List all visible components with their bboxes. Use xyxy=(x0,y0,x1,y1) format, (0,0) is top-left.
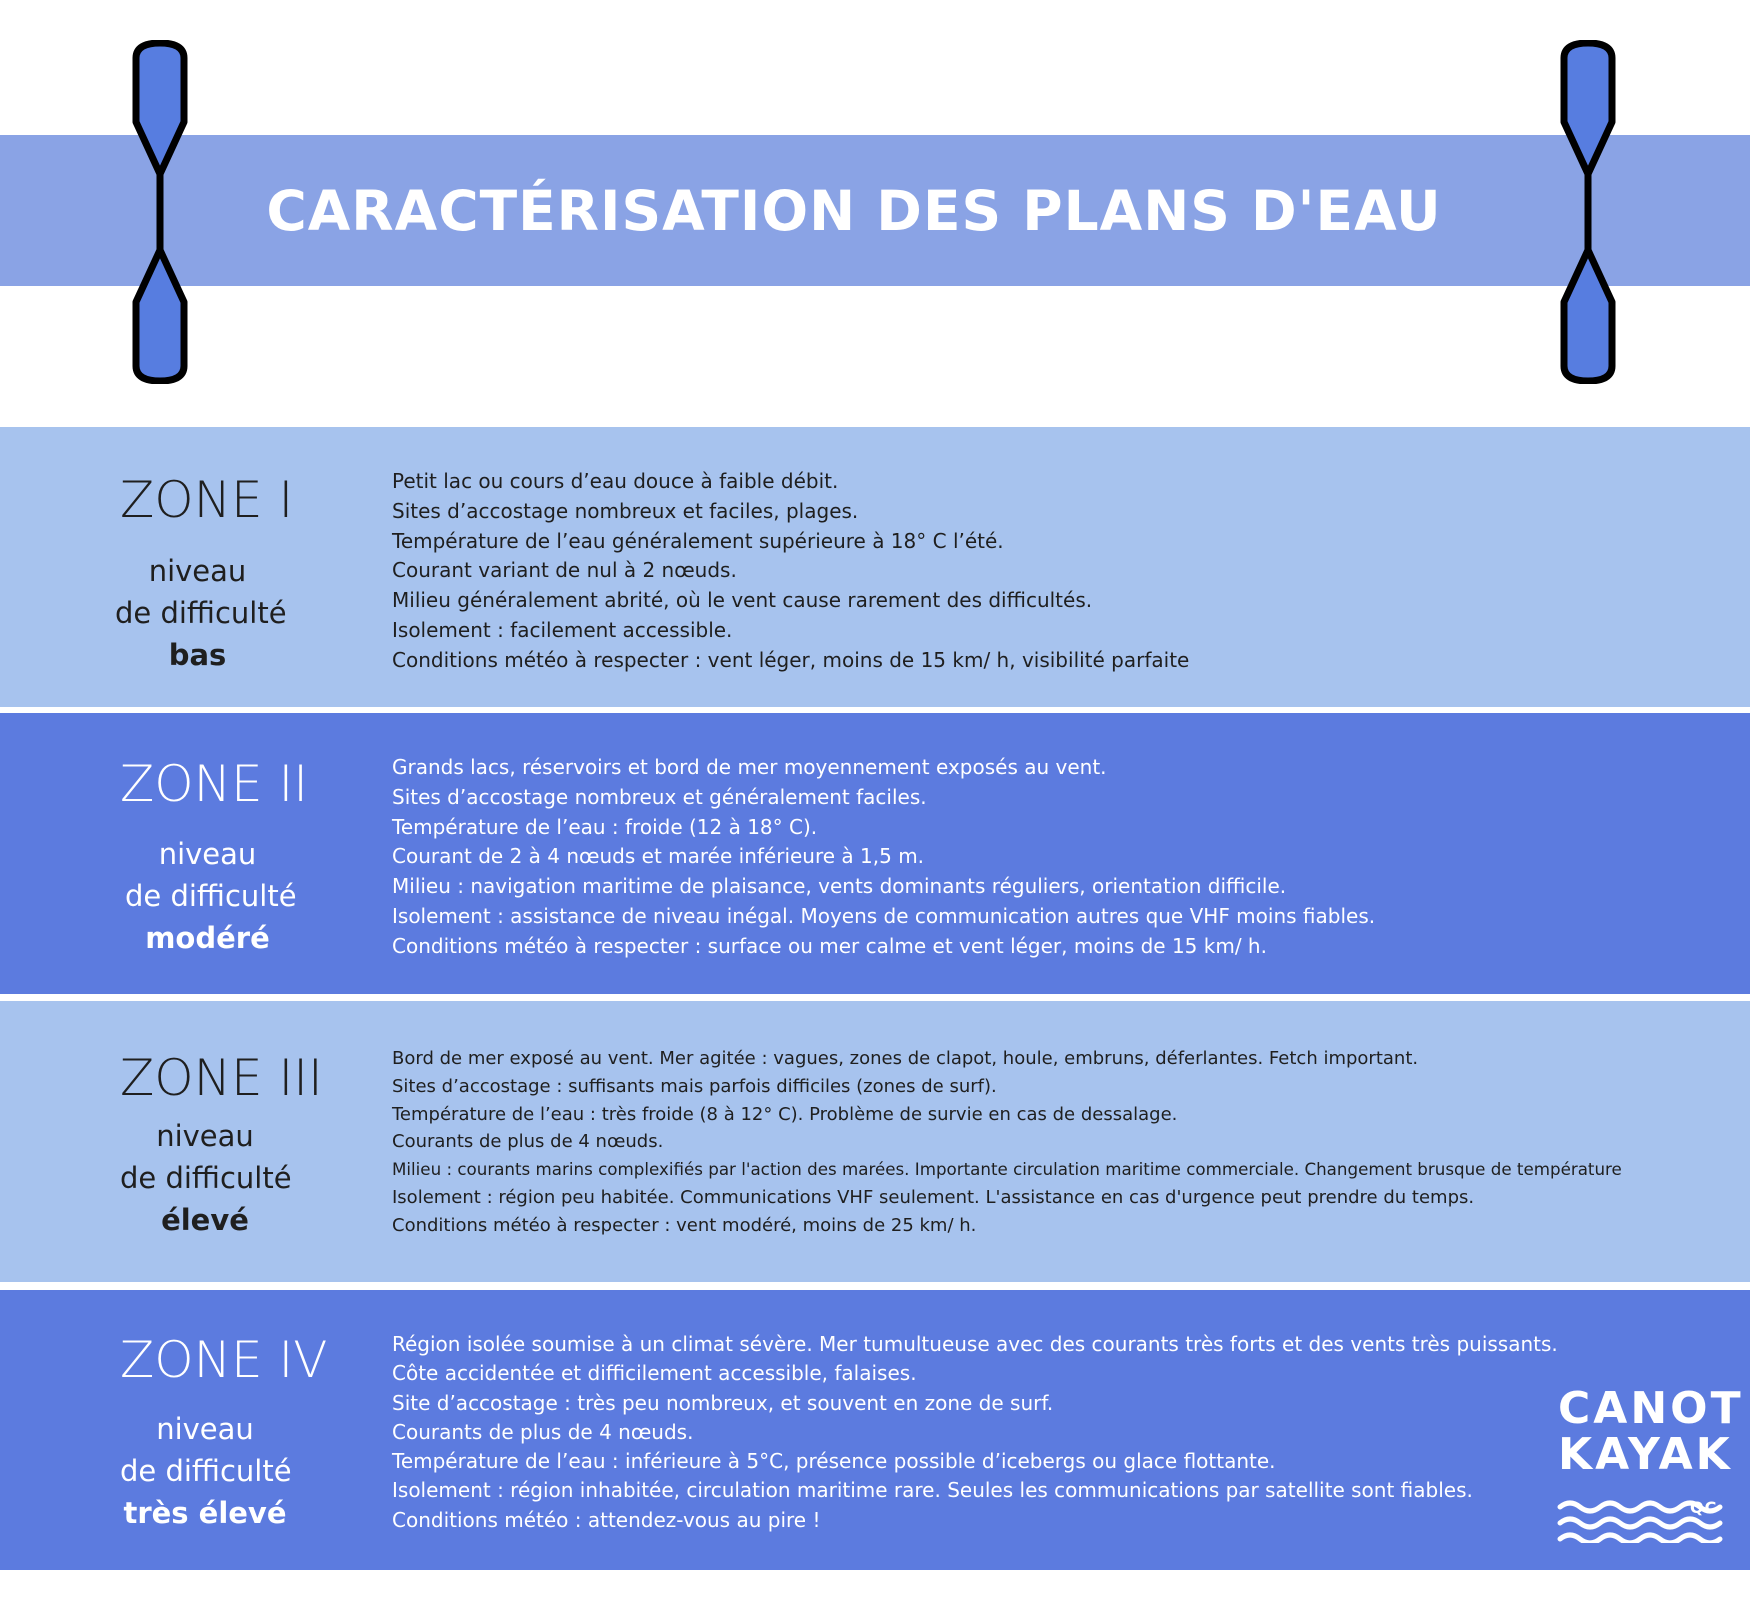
difficulty-value: modéré xyxy=(145,921,270,955)
zone-4-panel xyxy=(0,1290,1750,1570)
zone-description xyxy=(392,467,1189,676)
description-line: Isolement : région inhabitée, circulation maritime rare. Seules les communications par satellite sont fiables. xyxy=(392,1478,1473,1503)
description-line: Région isolée soumise à un climat sévère. Mer tumultueuse avec des courants très forts et des vents très puissants. xyxy=(392,1332,1558,1356)
difficulty-level: niveau de difficulté élevé xyxy=(120,1119,292,1237)
zone-name: ZONE II xyxy=(120,755,308,813)
zone-name: ZONE I xyxy=(120,471,294,529)
logo-subtitle: QC xyxy=(1690,1498,1718,1517)
description-line: Bord de mer exposé au vent. Mer agitée : vagues, zones de clapot, houle, embruns, déferlantes. Fetch important. xyxy=(392,1048,1419,1069)
description-line: Conditions météo à respecter : vent modéré, moins de 25 km/ h. xyxy=(392,1214,977,1236)
description-line: Conditions météo à respecter : surface ou mer calme et vent léger, moins de 15 km/ h. xyxy=(392,933,1267,958)
waves-icon xyxy=(1556,1383,1726,1543)
description-line: Milieu généralement abrité, où le vent cause rarement des difficultés. xyxy=(392,588,1093,613)
zone-2-panel xyxy=(0,713,1750,994)
description-line: Sites d’accostage : suffisants mais parfois difficiles (zones de surf). xyxy=(392,1075,997,1097)
description-line: Courants de plus de 4 nœuds. xyxy=(392,1419,694,1444)
description-line: Température de l’eau : très froide (8 à 12° C). Problème de survie en cas de dessalage. xyxy=(392,1103,1178,1125)
description-line: Isolement : facilement accessible. xyxy=(392,617,733,642)
description-line: Température de l’eau : froide (12 à 18° C). xyxy=(392,814,818,839)
description-line: Conditions météo : attendez-vous au pire ! xyxy=(392,1507,821,1532)
description-line: Courant de 2 à 4 nœuds et marée inférieure à 1,5 m. xyxy=(392,844,925,869)
zone-3-panel xyxy=(0,1001,1750,1282)
description-line: Site d’accostage : très peu nombreux, et souvent en zone de surf. xyxy=(392,1390,1054,1415)
logo-line: KAYAK xyxy=(1558,1429,1733,1480)
description-line: Petit lac ou cours d’eau douce à faible débit. xyxy=(392,469,839,493)
description-line: Conditions météo à respecter : vent léger, moins de 15 km/ h, visibilité parfaite xyxy=(392,647,1190,672)
paddle-icon xyxy=(130,40,190,384)
description-line: Sites d’accostage nombreux et faciles, plages. xyxy=(392,498,859,523)
description-line: Côte accidentée et difficilement accessible, falaises. xyxy=(392,1361,917,1386)
zone-description xyxy=(392,753,1375,962)
description-line: Courant variant de nul à 2 nœuds. xyxy=(392,558,737,583)
page-title: CARACTÉRISATION DES PLANS D'EAU xyxy=(266,178,1442,243)
zone-1-panel xyxy=(0,427,1750,707)
description-line: Isolement : région peu habitée. Communications VHF seulement. L'assistance en cas d'urgence peut prendre du temps. xyxy=(392,1186,1475,1208)
description-line: Température de l’eau : inférieure à 5°C, présence possible d’icebergs ou glace flottante. xyxy=(392,1449,1276,1474)
difficulty-level: niveau de difficulté très élevé xyxy=(120,1412,292,1530)
canot-kayak-qc-logo xyxy=(1556,1383,1744,1543)
description-line: Température de l’eau généralement supérieure à 18° C l’été. xyxy=(392,528,1004,553)
zone-name: ZONE III xyxy=(120,1049,323,1107)
difficulty-level: niveau de difficulté bas xyxy=(115,554,287,672)
difficulty-value: bas xyxy=(168,638,227,672)
zone-description xyxy=(392,1045,1622,1240)
difficulty-value: très élevé xyxy=(123,1496,287,1530)
difficulty-value: élevé xyxy=(161,1203,249,1237)
paddle-icon xyxy=(1558,40,1618,384)
logo-line: CANOT xyxy=(1558,1383,1744,1434)
description-line: Milieu : navigation maritime de plaisance, vents dominants réguliers, orientation difficile. xyxy=(392,874,1287,899)
description-line: Milieu : courants marins complexifiés par l'action des marées. Importante circulation maritime commerciale. Changement brusque de température xyxy=(392,1159,1622,1180)
description-line: Courants de plus de 4 nœuds. xyxy=(392,1131,664,1153)
difficulty-level: niveau de difficulté modéré xyxy=(125,837,297,955)
description-line: Grands lacs, réservoirs et bord de mer moyennement exposés au vent. xyxy=(392,755,1107,779)
description-line: Sites d’accostage nombreux et généralement faciles. xyxy=(392,784,927,809)
zone-name: ZONE IV xyxy=(120,1331,328,1389)
description-line: Isolement : assistance de niveau inégal. Moyens de communication autres que VHF moins fiables. xyxy=(392,903,1376,928)
zone-description xyxy=(392,1330,1558,1535)
